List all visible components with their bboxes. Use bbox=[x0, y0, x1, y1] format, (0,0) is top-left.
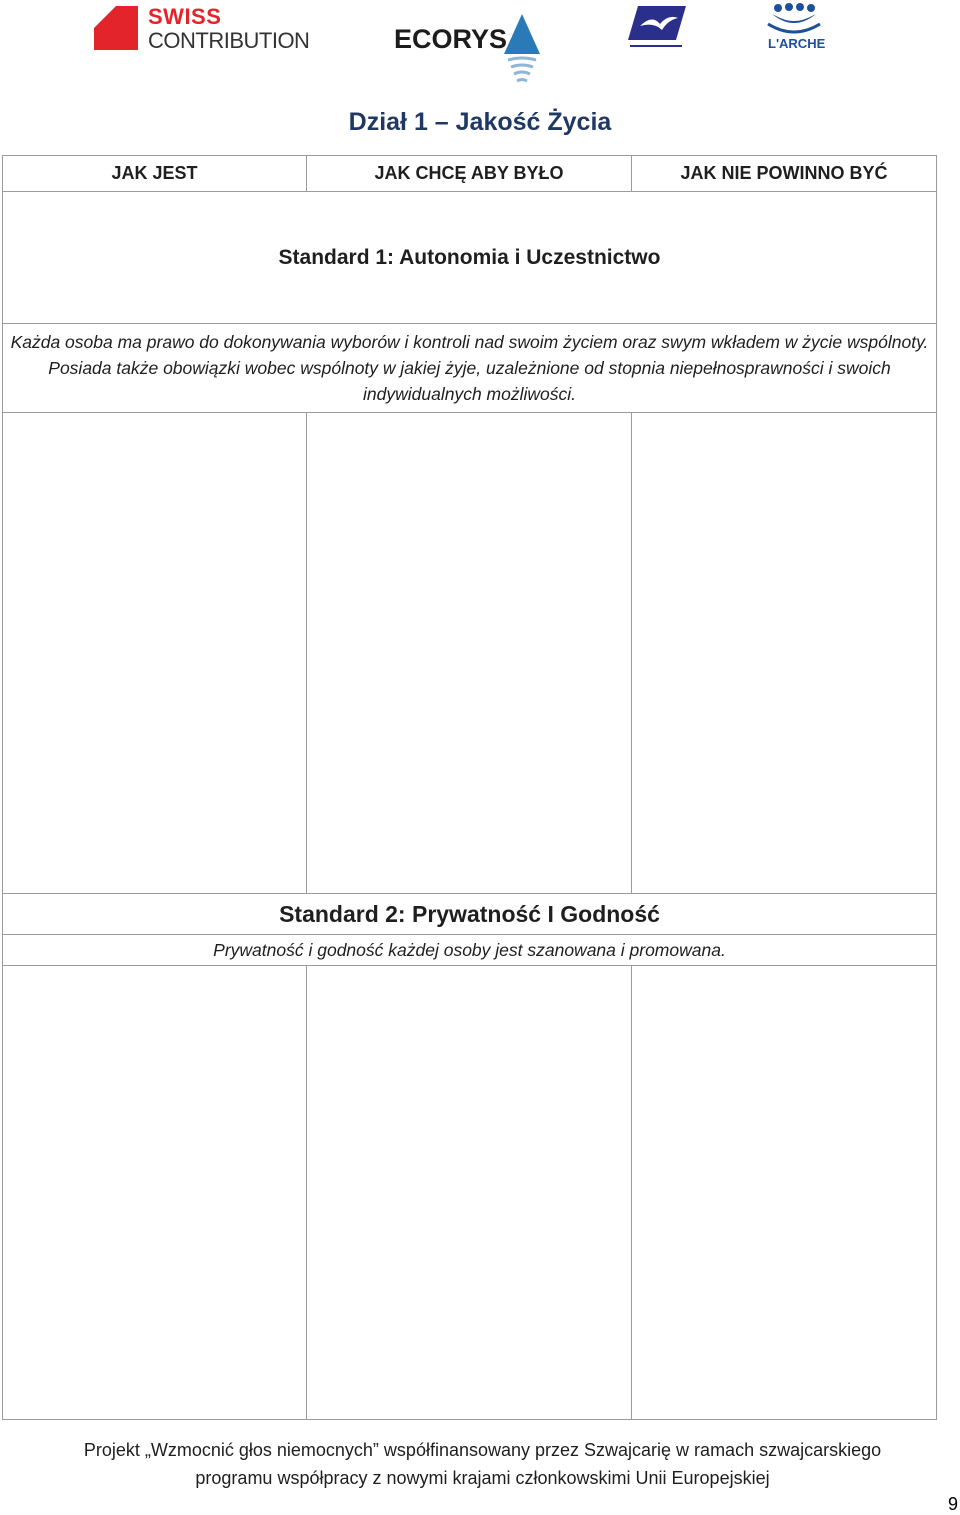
ecorys-logo bbox=[394, 10, 554, 86]
standard1-answer-row bbox=[3, 413, 937, 894]
standard1-description-row bbox=[3, 324, 937, 413]
standard2-jak-jest-cell[interactable] bbox=[3, 966, 307, 1420]
column-header-row bbox=[3, 156, 937, 192]
larche-boat-icon bbox=[762, 2, 826, 38]
column-header-jak-nie: JAK NIE POWINNO BYĆ bbox=[632, 156, 937, 192]
standard1-title-row bbox=[3, 192, 937, 324]
swiss-contribution-logo bbox=[94, 4, 314, 52]
standard1-description: Każda osoba ma prawo do dokonywania wyborów i kontroli nad swoim życiem oraz swym wkładem w życie wspólnoty. Posiada także obowiązki wobec wspólnoty w jakiej żyje, uzależnione od stopnia niepełnosprawności i swoich indywidualnych możliwości. bbox=[3, 324, 937, 413]
footer bbox=[0, 1436, 960, 1492]
standard2-description-row bbox=[3, 935, 937, 966]
section-title: Dział 1 – Jakość Życia bbox=[348, 108, 612, 136]
ecorys-triangle-icon bbox=[502, 12, 542, 86]
standard2-jak-nie-cell[interactable] bbox=[632, 966, 937, 1420]
standard2-jak-chce-cell[interactable] bbox=[307, 966, 632, 1420]
swiss-logo-line1: SWISS bbox=[148, 4, 222, 29]
logo-bar bbox=[0, 0, 960, 90]
larche-logo-text: L'ARCHE bbox=[768, 36, 826, 51]
footer-line2: programu współpracy z nowymi krajami członkowskimi Unii Europejskiej bbox=[195, 1468, 770, 1488]
column-header-jak-chce: JAK CHCĘ ABY BYŁO bbox=[307, 156, 632, 192]
footer-line1: Projekt „Wzmocnić głos niemocnych” współfinansowany przez Szwajcarię w ramach szwajcarskiego bbox=[83, 1440, 882, 1460]
standard1-jak-nie-cell[interactable] bbox=[632, 413, 937, 894]
standard1-jak-jest-cell[interactable] bbox=[3, 413, 307, 894]
swiss-logo-line2: CONTRIBUTION bbox=[148, 28, 310, 53]
standards-table bbox=[2, 155, 937, 1420]
standard2-answer-row bbox=[3, 966, 937, 1420]
larche-logo bbox=[762, 2, 826, 52]
standard2-title: Standard 2: Prywatność I Godność bbox=[3, 894, 937, 935]
page-number: 9 bbox=[947, 1494, 958, 1514]
standard1-jak-chce-cell[interactable] bbox=[307, 413, 632, 894]
column-header-jak-jest: JAK JEST bbox=[3, 156, 307, 192]
ecorys-logo-text: ECORYS bbox=[394, 24, 508, 54]
standard1-title: Standard 1: Autonomia i Uczestnictwo bbox=[3, 192, 937, 324]
euroregion-bird-icon bbox=[624, 4, 690, 50]
swiss-flag-icon bbox=[94, 6, 138, 50]
euroregion-baltyk-logo bbox=[624, 4, 690, 50]
standard2-description: Prywatność i godność każdej osoby jest szanowana i promowana. bbox=[3, 935, 937, 966]
standard2-title-row bbox=[3, 894, 937, 935]
